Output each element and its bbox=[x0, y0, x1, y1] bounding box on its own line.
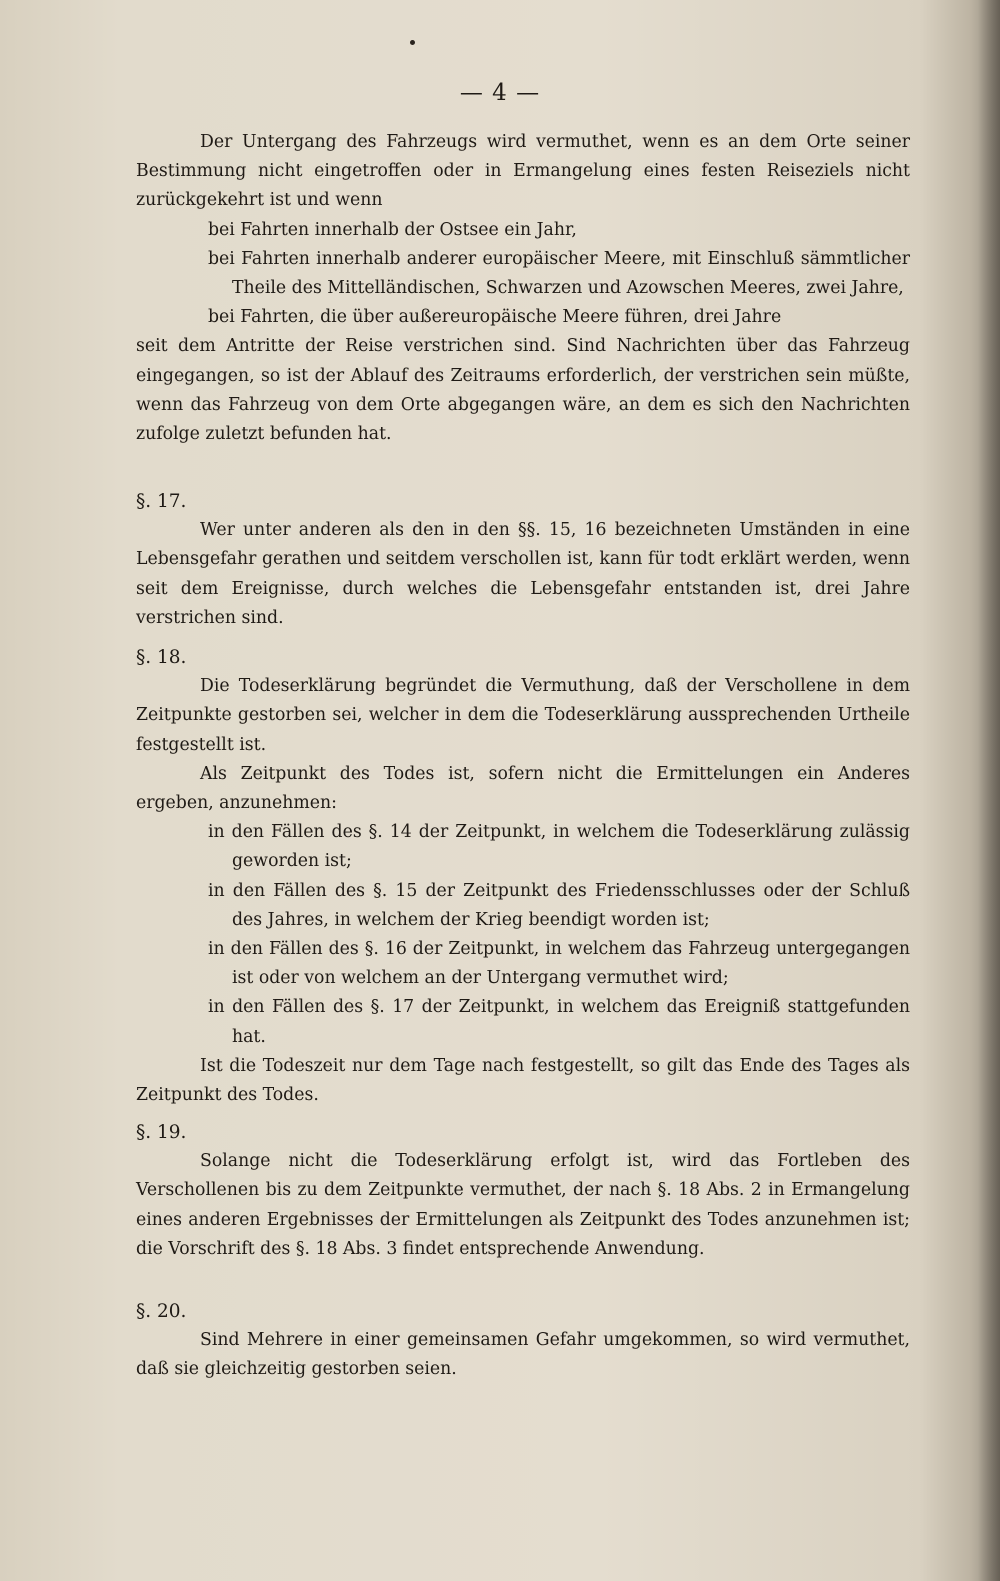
intro-item-overseas: bei Fahrten, die über außereuropäische Meere führen, drei Jahre bbox=[208, 307, 782, 328]
page-number: — 4 — bbox=[459, 80, 541, 106]
section-18-item: in den Fällen des §. 16 der Zeitpunkt, in welchem das Fahrzeug untergegangen ist oder von welchem an der Untergang vermuthet wird; bbox=[208, 939, 910, 989]
section-18-paragraph-3: Ist die Todeszeit nur dem Tage nach festgestellt, so gilt das Ende des Tages als Zeitpunkt des Todes. bbox=[136, 1055, 910, 1106]
intro-section bbox=[136, 128, 910, 449]
section-17-text: Wer unter anderen als den in den §§. 15, 16 bezeichneten Umständen in eine Lebensgefahr gerathen und seitdem verschollen ist, kann für todt erklärt werden, wenn seit dem Ereignisse, durch welches die Lebensgefahr entstanden ist, drei Jahre verstrichen sind. bbox=[136, 520, 910, 628]
section-18-item: in den Fällen des §. 15 der Zeitpunkt des Friedensschlusses oder der Schluß des Jahres, in welchem der Krieg beendigt worden ist; bbox=[208, 880, 910, 930]
section-18-paragraph-1: Die Todeserklärung begründet die Vermuthung, daß der Verschollene in dem Zeitpunkte gestorben sei, welcher in dem die Todeserklärung aussprechenden Urtheile festgestellt ist. bbox=[136, 676, 910, 755]
section-20-text: Sind Mehrere in einer gemeinsamen Gefahr umgekommen, so wird vermuthet, daß sie gleichzeitig gestorben seien. bbox=[136, 1330, 910, 1380]
section-20-heading: §. 20. bbox=[136, 1301, 187, 1322]
intro-paragraph: Der Untergang des Fahrzeugs wird vermuthet, wenn es an dem Orte seiner Bestimmung nicht eingetroffen oder in Ermangelung eines festen Reiseziels nicht zurückgekehrt ist und wenn bbox=[136, 132, 910, 211]
page-edge-shadow bbox=[978, 0, 1000, 1581]
intro-continuation: seit dem Antritte der Reise verstrichen sind. Sind Nachrichten über das Fahrzeug eingegangen, so ist der Ablauf des Zeitraums erforderlich, der verstrichen sein müßte, wenn das Fahrzeug von dem Orte abgegangen wäre, an dem es sich den Nachrichten zufolge zuletzt befunden hat. bbox=[136, 336, 910, 445]
section-17-heading: §. 17. bbox=[136, 491, 187, 512]
section-18-item: in den Fällen des §. 14 der Zeitpunkt, in welchem die Todeserklärung zulässig geworden ist; bbox=[208, 822, 910, 872]
ink-speck bbox=[410, 40, 415, 45]
section-18-item: in den Fällen des §. 17 der Zeitpunkt, in welchem das Ereigniß stattgefunden hat. bbox=[208, 997, 910, 1047]
section-19 bbox=[136, 1118, 910, 1264]
section-18-paragraph-2: Als Zeitpunkt des Todes ist, sofern nicht die Ermittelungen ein Anderes ergeben, anzunehmen: bbox=[136, 763, 910, 814]
section-17 bbox=[136, 487, 910, 633]
intro-item-ostsee: bei Fahrten innerhalb der Ostsee ein Jahr, bbox=[208, 219, 577, 240]
section-18 bbox=[136, 643, 910, 1110]
section-19-heading: §. 19. bbox=[136, 1122, 187, 1143]
section-20 bbox=[136, 1297, 910, 1385]
section-19-text: Solange nicht die Todeserklärung erfolgt ist, wird das Fortleben des Verschollenen bis zu dem Zeitpunkte vermuthet, der nach §. 18 Abs. 2 in Ermangelung eines anderen Ergebnisses der Ermittelungen als Zeitpunkt des Todes anzunehmen ist; die Vorschrift des §. 18 Abs. 3 findet entsprechende Anwendung. bbox=[136, 1151, 910, 1259]
intro-item-europe: bei Fahrten innerhalb anderer europäischer Meere, mit Einschluß sämmtlicher Theile des Mittelländischen, Schwarzen und Azowschen Meeres, zwei Jahre, bbox=[208, 248, 910, 299]
section-18-heading: §. 18. bbox=[136, 647, 187, 668]
